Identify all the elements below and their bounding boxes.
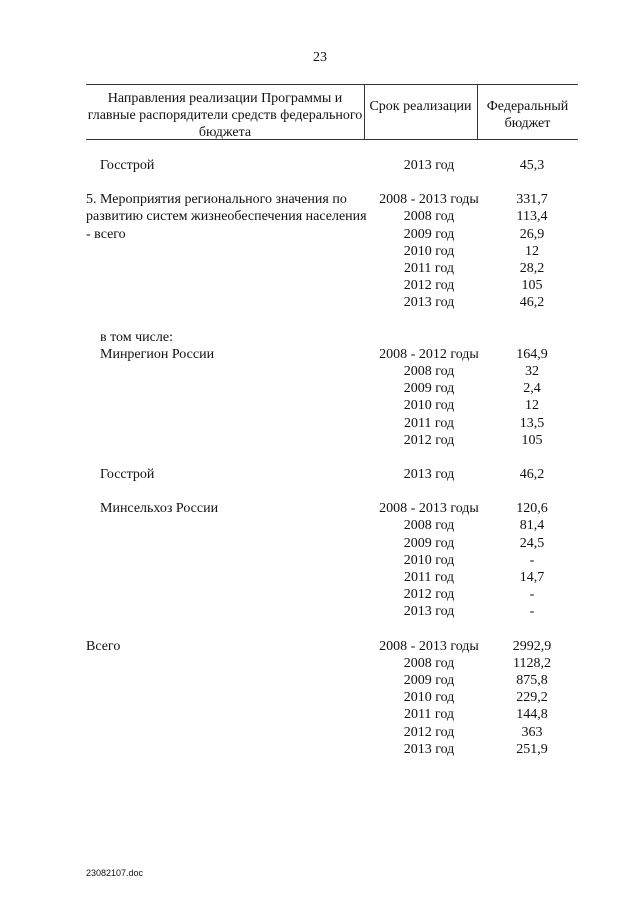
- period-cell: 2008 год: [403, 209, 455, 225]
- period-cell: 2009 год: [403, 226, 455, 242]
- block-name-cell: [86, 466, 372, 483]
- block-name-cell: [86, 638, 372, 758]
- table-block: [86, 329, 578, 449]
- period-cell: 2009 год: [403, 535, 455, 551]
- budget-value-cell: 32: [525, 364, 539, 380]
- block-name-cell: [86, 191, 372, 311]
- table-block: [86, 500, 578, 620]
- table-row: [372, 706, 578, 723]
- budget-value-cell: -: [529, 587, 535, 603]
- budget-value-cell: 1128,2: [513, 655, 551, 671]
- budget-value-cell: 28,2: [519, 261, 545, 277]
- period-cell: 2012 год: [403, 278, 455, 294]
- period-cell: 2012 год: [403, 587, 455, 603]
- budget-value-cell: -: [529, 552, 535, 568]
- period-cell: 2009 год: [403, 381, 455, 397]
- period-cell: 2013 год: [403, 604, 455, 620]
- block-name: Госстрой: [100, 158, 155, 173]
- period-cell: 2008 - 2013 годы: [379, 501, 479, 517]
- table-row: [372, 380, 578, 397]
- header-top-rule: [86, 84, 578, 85]
- budget-value-cell: 14,7: [519, 570, 545, 586]
- period-cell: 2008 год: [403, 655, 455, 671]
- table-row: [372, 432, 578, 449]
- table-row: [372, 603, 578, 620]
- table-row: [372, 724, 578, 741]
- period-cell: 2010 год: [403, 243, 455, 259]
- block-values: [372, 157, 578, 174]
- table-block: [86, 191, 578, 311]
- table-row: [372, 397, 578, 414]
- period-cell: 2008 - 2013 годы: [379, 192, 479, 208]
- budget-value-cell: 229,2: [516, 690, 548, 706]
- table-block: [86, 157, 578, 174]
- block-prefix: в том числе:: [100, 329, 173, 345]
- budget-value-cell: 164,9: [516, 346, 548, 362]
- table-row: [372, 191, 578, 208]
- period-cell: 2010 год: [403, 398, 455, 414]
- table-block: [86, 638, 578, 758]
- block-name: 5. Мероприятия регионального значения по развитию систем жизнеобеспечения населения - всего: [86, 192, 367, 242]
- table-row: [372, 277, 578, 294]
- block-values: [372, 500, 578, 620]
- block-values: [372, 329, 578, 449]
- budget-value-cell: 144,8: [516, 707, 548, 723]
- budget-value-cell: 105: [521, 278, 543, 294]
- budget-value-cell: -: [529, 604, 535, 620]
- period-cell: 2012 год: [403, 724, 455, 740]
- block-name-cell: [86, 157, 372, 174]
- table-row: [372, 517, 578, 534]
- budget-value-cell: 24,5: [519, 535, 545, 551]
- table-row: [372, 260, 578, 277]
- header-directions: Направления реализации Программы и главные распорядители средств федерального бюджета: [87, 91, 363, 140]
- budget-value-cell: 2992,9: [512, 638, 552, 654]
- period-cell: 2010 год: [403, 552, 455, 568]
- budget-value-cell: 46,2: [519, 295, 545, 311]
- period-cell: 2013 год: [403, 467, 455, 483]
- budget-value-cell: 875,8: [516, 673, 548, 689]
- period-cell: 2009 год: [403, 673, 455, 689]
- period-cell: 2013 год: [403, 158, 455, 173]
- block-name: Госстрой: [100, 467, 155, 483]
- period-cell: 2013 год: [403, 741, 455, 757]
- period-cell: 2013 год: [403, 295, 455, 311]
- table-row: [372, 208, 578, 225]
- period-cell: 2011 год: [403, 707, 455, 723]
- budget-value-cell: 45,3: [519, 158, 545, 173]
- table-row: [372, 415, 578, 432]
- period-cell: 2012 год: [403, 432, 455, 448]
- budget-value-cell: 13,5: [519, 415, 545, 431]
- table-row: [372, 500, 578, 517]
- table-row: [372, 346, 578, 363]
- budget-value-cell: 331,7: [516, 192, 548, 208]
- table-row: [372, 157, 578, 174]
- block-values: [372, 466, 578, 483]
- block-name-cell: [86, 329, 372, 449]
- period-cell: 2010 год: [403, 690, 455, 706]
- budget-value-cell: 363: [521, 724, 543, 740]
- table-row: [372, 552, 578, 569]
- table-row: [372, 294, 578, 311]
- block-values: [372, 191, 578, 311]
- table-row: [372, 586, 578, 603]
- block-name: Всего: [86, 638, 121, 654]
- table-block: [86, 466, 578, 483]
- budget-value-cell: 12: [525, 243, 539, 259]
- block-name-cell: [86, 500, 372, 620]
- block-name: Минсельхоз России: [100, 501, 219, 517]
- period-cell: 2008 год: [403, 364, 455, 380]
- table-row: [372, 689, 578, 706]
- page-number: 23: [313, 50, 327, 65]
- period-cell: 2008 - 2013 годы: [379, 638, 479, 654]
- table-row: [372, 226, 578, 243]
- budget-value-cell: 105: [521, 432, 543, 448]
- table-row: [372, 363, 578, 380]
- document-filename: 23082107.doc: [86, 868, 144, 878]
- period-cell: 2011 год: [403, 261, 455, 277]
- header-federal-budget: Федеральный бюджет: [486, 99, 569, 131]
- budget-value-cell: 113,4: [516, 209, 548, 225]
- table-row: [372, 466, 578, 483]
- table-row: [372, 638, 578, 655]
- table-row: [372, 243, 578, 260]
- budget-value-cell: 120,6: [516, 501, 548, 517]
- period-cell: 2008 год: [403, 518, 455, 534]
- block-values: [372, 638, 578, 758]
- table-row: [372, 535, 578, 552]
- budget-value-cell: 251,9: [516, 741, 548, 757]
- budget-value-cell: 26,9: [519, 226, 545, 242]
- budget-table-body: [86, 157, 578, 775]
- table-row: [372, 569, 578, 586]
- block-name: Минрегион России: [100, 346, 215, 362]
- header-period: Срок реализации: [369, 99, 472, 114]
- budget-value-cell: 46,2: [519, 467, 545, 483]
- period-cell: 2011 год: [403, 415, 455, 431]
- table-row: [372, 741, 578, 758]
- period-cell: 2008 - 2012 годы: [379, 346, 479, 362]
- budget-value-cell: 81,4: [519, 518, 545, 534]
- budget-value-cell: 12: [525, 398, 539, 414]
- table-row: [372, 655, 578, 672]
- budget-value-cell: 2,4: [523, 381, 541, 397]
- period-cell: 2011 год: [403, 570, 455, 586]
- table-row: [372, 672, 578, 689]
